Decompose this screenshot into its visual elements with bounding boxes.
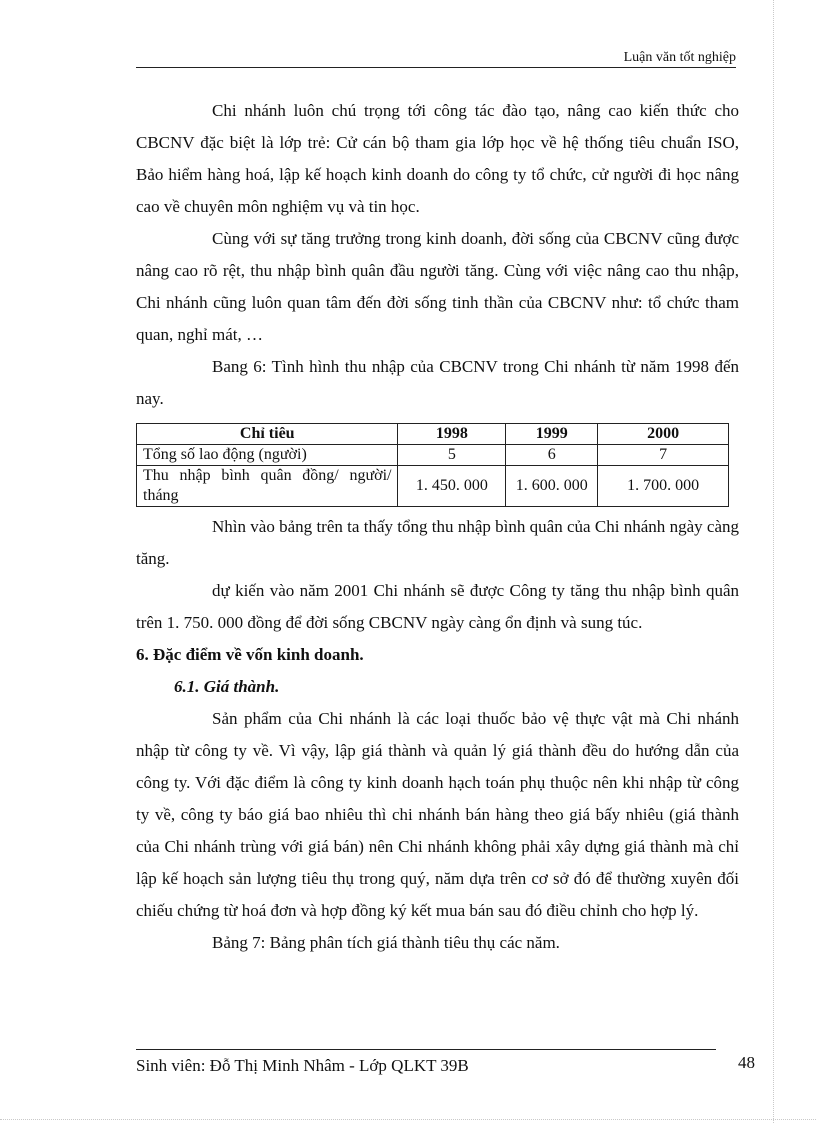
table-cell: 1. 450. 000 [398,466,506,507]
table-cell-label: Thu nhập bình quân đồng/ người/ tháng [137,466,398,507]
footer-student: Sinh viên: Đỗ Thị Minh Nhâm - Lớp QLKT 39B [136,1056,469,1075]
page-border-right [773,0,774,1123]
section-heading: 6. Đặc điểm về vốn kinh doanh. [136,645,364,664]
paragraph-training: Chi nhánh luôn chú trọng tới công tác đào tạo, nâng cao kiến thức cho CBCNV đặc biệt là lớp trẻ: Cử cán bộ tham gia lớp học về hệ thống tiêu chuẩn ISO, Bảo hiểm hàng hoá, lập kế hoạch kinh doanh do công ty tổ chức, cử người đi học nâng cao về chuyên môn nghiệm vụ và tin học. [136,101,739,216]
paragraph-income-growth: Cùng với sự tăng trưởng trong kinh doanh, đời sống của CBCNV cũng được nâng cao rõ rệt, thu nhập bình quân đầu người tăng. Cùng với việc nâng cao thu nhập, Chi nhánh cũng luôn quan tâm đến đời sống tinh thần của CBCNV như: tổ chức tham quan, nghỉ mát, … [136,229,739,344]
table-cell: 1. 700. 000 [598,466,729,507]
page-border-bottom [0,1119,816,1120]
page-number: 48 [738,1053,755,1072]
subsection-heading: 6.1. Giá thành. [174,677,280,696]
table-caption-6: Bang 6: Tình hình thu nhập của CBCNV trong Chi nhánh từ năm 1998 đến nay. [136,357,739,408]
running-header: Luận văn tốt nghiệp [623,50,736,65]
table-header-cell: 1998 [398,424,506,445]
table-header-row [137,424,729,445]
table-cell: 6 [506,445,598,466]
paragraph-pricing: Sản phẩm của Chi nhánh là các loại thuốc bảo vệ thực vật mà Chi nhánh nhập từ công ty về. Vì vậy, lập giá thành và quản lý giá thành đều do hướng dẫn của công ty. Với đặc điểm là công ty kinh doanh hạch toán phụ thuộc nên khi nhập từ công ty về, công ty báo giá bao nhiêu thì chi nhánh bán hàng theo giá bấy nhiêu (giá thành của Chi nhánh trùng với giá bán) nên Chi nhánh không phải xây dựng giá thành mà chỉ lập kế hoạch sản lượng tiêu thụ trong quý, năm dựa trên cơ sở đó để thường xuyên đối chiếu chứng từ hoá đơn và hợp đồng ký kết mua bán sau đó điều chỉnh cho hợp lý. [136,709,739,920]
table-cell: 7 [598,445,729,466]
footer-rule [136,1049,716,1050]
paragraph-forecast: dự kiến vào năm 2001 Chi nhánh sẽ được Công ty tăng thu nhập bình quân trên 1. 750. 000 đồng để đời sống CBCNV ngày càng ổn định và sung túc. [136,581,739,632]
table-cell-label: Tổng số lao động (người) [137,445,398,466]
table-header-cell: Chỉ tiêu [137,424,398,445]
table-header-cell: 2000 [598,424,729,445]
table-cell: 1. 600. 000 [506,466,598,507]
header-rule [136,67,736,68]
table-row [137,445,729,466]
body-content [136,95,739,959]
table-header-cell: 1999 [506,424,598,445]
table-caption-7: Bảng 7: Bảng phân tích giá thành tiêu thụ các năm. [212,933,560,952]
paragraph-table-comment: Nhìn vào bảng trên ta thấy tổng thu nhập bình quân của Chi nhánh ngày càng tăng. [136,517,739,568]
table-cell: 5 [398,445,506,466]
table-row [137,466,729,507]
income-table [136,423,729,507]
